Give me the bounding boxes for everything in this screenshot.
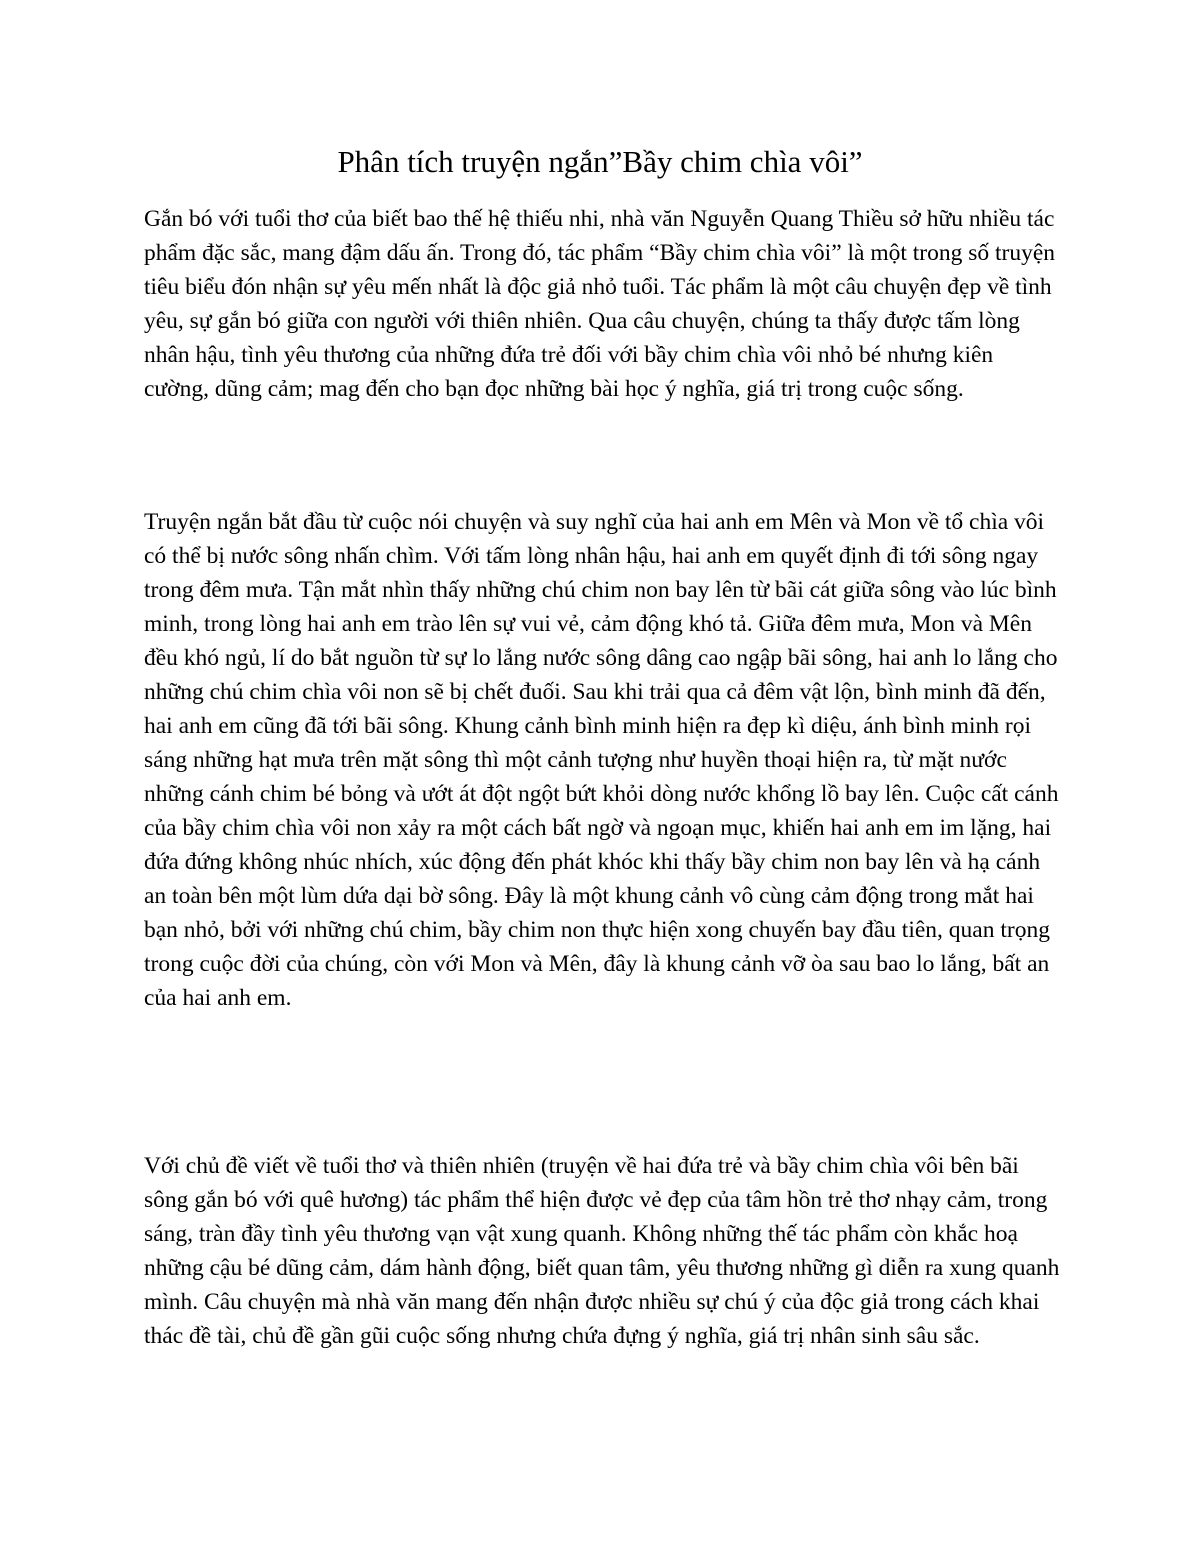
document-title: Phân tích truyện ngắn”Bầy chim chìa vôi” (337, 144, 863, 179)
paragraph-story-summary: Truyện ngắn bắt đầu từ cuộc nói chuyện và suy nghĩ của hai anh em Mên và Mon về tổ chìa vôi có thể bị nước sông nhấn chìm. Với tấm lòng nhân hậu, hai anh em quyết định đi tới sông ngay trong đêm mưa. Tận mắt nhìn thấy những chú chim non bay lên từ bãi cát giữa sông vào lúc bình minh, trong lòng hai anh em trào lên sự vui vẻ, cảm động khó tả. Giữa đêm mưa, Mon và Mên đều khó ngủ, lí do bắt nguồn từ sự lo lắng nước sông dâng cao ngập bãi sông, hai anh lo lắng cho những chú chim chìa vôi non sẽ bị chết đuối. Sau khi trải qua cả đêm vật lộn, bình minh đã đến, hai anh em cũng đã tới bãi sông. Khung cảnh bình minh hiện ra đẹp kì diệu, ánh bình minh rọi sáng những hạt mưa trên mặt sông thì một cảnh tượng như huyền thoại hiện ra, từ mặt nước những cánh chim bé bỏng và ướt át đột ngột bứt khỏi dòng nước khổng lồ bay lên. Cuộc cất cánh của bầy chim chìa vôi non xảy ra một cách bất ngờ và ngoạn mục, khiến hai anh em im lặng, hai đứa đứng không nhúc nhích, xúc động đến phát khóc khi thấy bầy chim non bay lên và hạ cánh an toàn bên một lùm dứa dại bờ sông. Đây là một khung cảnh vô cùng cảm động trong mắt hai bạn nhỏ, bởi với những chú chim, bầy chim non thực hiện xong chuyến bay đầu tiên, quan trọng trong cuộc đời của chúng, còn với Mon và Mên, đây là khung cảnh vỡ òa sau bao lo lắng, bất an của hai anh em. (144, 509, 1059, 1011)
paragraph-introduction: Gắn bó với tuổi thơ của biết bao thế hệ thiếu nhi, nhà văn Nguyễn Quang Thiều sở hữu nhiều tác phẩm đặc sắc, mang đậm dấu ấn. Trong đó, tác phẩm “Bầy chim chìa vôi” là một trong số truyện tiêu biểu đón nhận sự yêu mến nhất là độc giả nhỏ tuổi. Tác phẩm là một câu chuyện đẹp về tình yêu, sự gắn bó giữa con người với thiên nhiên. Qua câu chuyện, chúng ta thấy được tấm lòng nhân hậu, tình yêu thương của những đứa trẻ đối với bầy chim chìa vôi nhỏ bé nhưng kiên cường, dũng cảm; mag đến cho bạn đọc những bài học ý nghĩa, giá trị trong cuộc sống. (144, 206, 1056, 402)
paragraph-conclusion: Với chủ đề viết về tuổi thơ và thiên nhiên (truyện về hai đứa trẻ và bầy chim chìa vôi bên bãi sông gắn bó với quê hương) tác phẩm thể hiện được vẻ đẹp của tâm hồn trẻ thơ nhạy cảm, trong sáng, tràn đầy tình yêu thương vạn vật xung quanh. Không những thế tác phẩm còn khắc hoạ những cậu bé dũng cảm, dám hành động, biết quan tâm, yêu thương những gì diễn ra xung quanh mình. Câu chuyện mà nhà văn mang đến nhận được nhiều sự chú ý của độc giả trong cách khai thác đề tài, chủ đề gần gũi cuộc sống nhưng chứa đựng ý nghĩa, giá trị nhân sinh sâu sắc. (144, 1153, 1060, 1349)
